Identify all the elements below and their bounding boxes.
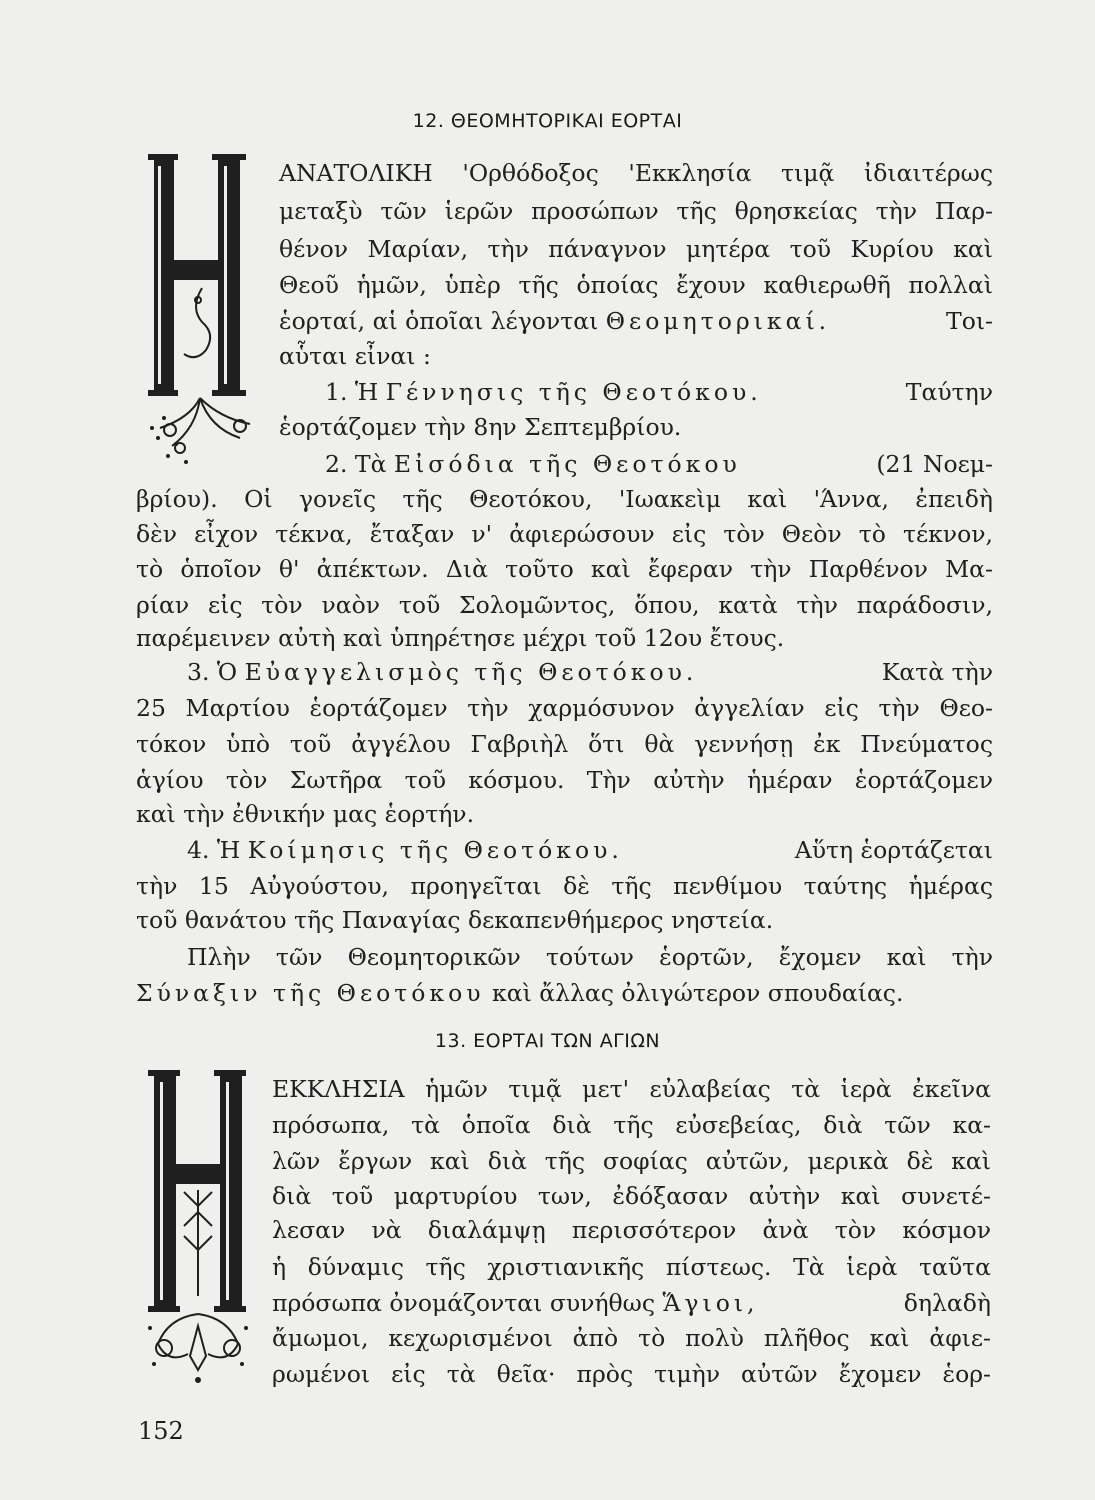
list-item-4-line: τοῦ θανάτου τῆς Παναγίας δεκαπενθήμερος νηστεία. (136, 906, 774, 934)
list-item-4-first-line (187, 834, 993, 866)
intro-line-with-term (279, 305, 993, 337)
page-number: 152 (138, 1417, 184, 1445)
list-item-2-line: ρίαν εἰς τὸν ναὸν τοῦ Σολομῶντος, ὅπου, κατὰ τὴν παράδοσιν, (136, 591, 993, 619)
list-item-3-line: καὶ τὴν ἐθνικήν μας ἑορτήν. (136, 800, 475, 828)
list-item-3-first-line (187, 656, 993, 688)
list-item-2-first-line (325, 448, 993, 480)
item-3-lead: 3. Ὁ (187, 658, 238, 686)
item-2-lead: 2. Τὰ (325, 450, 387, 478)
list-item-2-line: παρέμεινεν αὐτὴ καὶ ὑπηρέτησε μέχρι τοῦ 12ου ἔτους. (136, 624, 785, 652)
intro-line: αὗται εἶναι : (279, 342, 431, 370)
s13-line: πρόσωπα, τὰ ὁποῖα διὰ τῆς εὐσεβείας, διὰ τῶν κα- (272, 1111, 991, 1139)
s13-line: ΕΚΚΛΗΣΙΑ ἡμῶν τιμᾷ μετ' εὐλαβείας τὰ ἱερὰ ἐκεῖνα (272, 1075, 991, 1103)
item-1-tail: Ταύτην (905, 378, 993, 406)
term-synaxis: Σύναξιν τῆς Θεοτόκου (136, 979, 485, 1007)
intro-text-tail: Τοι- (946, 307, 993, 335)
s13-line: ρωμένοι εἰς τὰ θεῖα· πρὸς τιμὴν αὐτῶν ἔχομεν ἑορ- (272, 1360, 991, 1388)
closing-line: Πλὴν τῶν Θεομητορικῶν τούτων ἑορτῶν, ἔχομεν καὶ τὴν (187, 943, 993, 971)
item-3-term: Εὐαγγελισμὸς τῆς Θεοτόκου. (244, 658, 698, 686)
list-item-2-line: τὸ ὁποῖον θ' ἀπέκτων. Διὰ τοῦτο καὶ ἔφεραν τὴν Παρθένον Μα- (136, 555, 993, 583)
intro-line: θένον Μαρίαν, τὴν πάναγνον μητέρα τοῦ Κυρίου καὶ (279, 235, 993, 263)
list-item-1-first-line (325, 376, 993, 408)
item-4-term: Κοίμησις τῆς Θεοτόκου. (247, 836, 623, 864)
list-item-1-line: ἑορτάζομεν τὴν 8ην Σεπτεμβρίου. (279, 413, 682, 441)
ornamental-drop-cap-1 (140, 148, 260, 468)
s13-line-with-term (272, 1287, 991, 1319)
list-item-2-line: βρίου). Οἱ γονεῖς τῆς Θεοτόκου, 'Ιωακεὶμ καὶ 'Άννα, ἐπειδὴ (136, 485, 993, 513)
s13-line: λεσαν νὰ διαλάμψῃ περισσότερον ἀνὰ τὸν κόσμον (272, 1216, 991, 1244)
intro-text: ἑορταί, αἱ ὁποῖαι λέγονται (279, 307, 599, 335)
item-3-tail: Κατὰ τὴν (881, 658, 993, 686)
intro-line: ΑΝΑΤΟΛΙΚΗ 'Ορθόδοξος 'Εκκλησία τιμᾷ ἰδιαιτέρως (279, 159, 993, 187)
item-4-tail: Αὕτη ἑορτάζεται (794, 836, 993, 864)
section-13-heading: 13. ΕΟΡΤΑΙ ΤΩΝ ΑΓΙΩΝ (434, 1030, 661, 1052)
intro-line: μεταξὺ τῶν ἱερῶν προσώπων τῆς θρησκείας τὴν Παρ- (279, 197, 993, 225)
item-2-term: Εἰσόδια τῆς Θεοτόκου (393, 450, 741, 478)
s13-text: πρόσωπα ὀνομάζονται συνήθως (272, 1289, 656, 1317)
intro-line: Θεοῦ ἡμῶν, ὑπὲρ τῆς ὁποίας ἔχουν καθιερωθῆ πολλαὶ (279, 271, 993, 299)
closing-tail: καὶ ἄλλας ὀλιγώτερον σπουδαίας. (492, 979, 904, 1007)
s13-line: λῶν ἔργων καὶ διὰ τῆς σοφίας αὐτῶν, μερικὰ δὲ καὶ (272, 1147, 991, 1175)
s13-text-tail: δηλαδὴ (903, 1289, 991, 1317)
list-item-3-line: 25 Μαρτίου ἑορτάζομεν τὴν χαρμόσυνον ἀγγελίαν εἰς τὴν Θεο- (136, 694, 993, 722)
item-2-tail: (21 Νοεμ- (876, 450, 993, 478)
s13-line: ἡ δύναμις τῆς χριστιανικῆς πίστεως. Τὰ ἱερὰ ταῦτα (272, 1253, 991, 1281)
term-theomitorikai: Θεομητορικαί. (605, 307, 831, 335)
list-item-4-line: τὴν 15 Αὐγούστου, προηγεῖται δὲ τῆς πενθίμου ταύτης ἡμέρας (136, 872, 993, 900)
list-item-2-line: δὲν εἶχον τέκνα, ἔταξαν ν' ἀφιερώσουν εἰς τὸν Θεὸν τὸ τέκνον, (136, 520, 993, 548)
item-4-lead: 4. Ἡ (187, 836, 241, 864)
list-item-3-line: τόκον ὑπὸ τοῦ ἀγγέλου Γαβριὴλ ὅτι θὰ γεννήσῃ ἐκ Πνεύματος (136, 730, 993, 758)
item-1-lead: 1. Ἡ (325, 378, 379, 406)
ornamental-drop-cap-2 (140, 1066, 260, 1386)
closing-line-with-term (136, 977, 993, 1009)
s13-line: ἄμωμοι, κεχωρισμένοι ἀπὸ τὸ πολὺ πλῆθος καὶ ἀφιε- (272, 1324, 991, 1352)
item-1-term: Γέννησις τῆς Θεοτόκου. (385, 378, 762, 406)
s13-line: διὰ τοῦ μαρτυρίου των, ἐδόξασαν αὐτὴν καὶ συνετέ- (272, 1182, 991, 1210)
list-item-3-line: ἁγίου τὸν Σωτῆρα τοῦ κόσμου. Τὴν αὐτὴν ἡμέραν ἑορτάζομεν (136, 766, 993, 794)
term-agioi: Ἅγιοι, (662, 1289, 759, 1317)
section-12-heading: 12. ΘΕΟΜΗΤΟΡΙΚΑΙ ΕΟΡΤΑΙ (412, 110, 683, 132)
